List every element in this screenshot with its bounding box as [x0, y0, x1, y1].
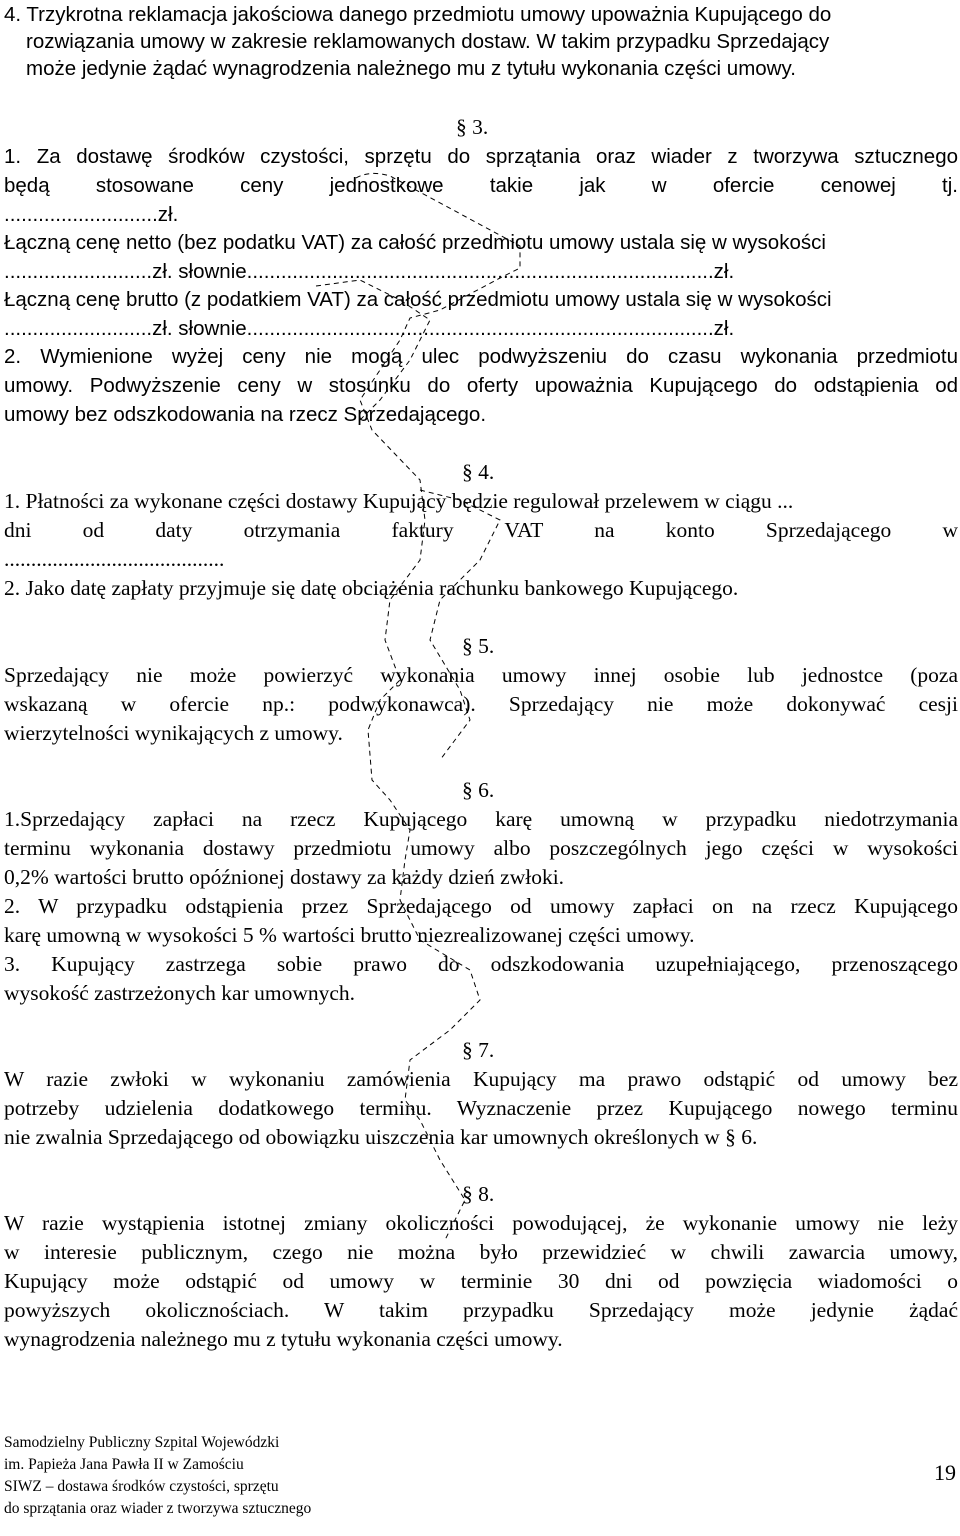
s7-line-3: nie zwalnia Sprzedającego od obowiązku uiszczenia kar umownych określonych w § 6.: [4, 1125, 758, 1149]
footer-line-1: Samodzielny Publiczny Szpital Wojewódzki: [4, 1434, 280, 1451]
s8-line-2: w interesie publicznym, czego nie można było przewidzieć w chwili zawarcia umowy,: [4, 1240, 958, 1264]
s3-line-8: 2. Wymienione wyżej ceny nie mogą ulec podwyższeniu do czasu wykonania przedmiotu: [4, 345, 958, 368]
s6-line-7: wysokość zastrzeżonych kar umownych.: [4, 981, 356, 1005]
s6-line-6: 3. Kupujący zastrzega sobie prawo do odszkodowania uzupełniającego, przenoszącego: [4, 952, 958, 976]
s5-line-2: wskazaną w ofercie np.: podwykonawca). Sprzedający nie może dokonywać cesji: [4, 692, 958, 716]
s3-line-10: umowy bez odszkodowania na rzecz Sprzedającego.: [4, 403, 487, 426]
s3-line-4: Łączną cenę netto (bez podatku VAT) za całość przedmiotu umowy ustala się w wysokości: [4, 231, 826, 254]
s6-line-3: 0,2% wartości brutto opóźnionej dostawy za każdy dzień zwłoki.: [4, 865, 565, 889]
s8-line-3: Kupujący może odstąpić od umowy w terminie 30 dni od powzięcia wiadomości o: [4, 1269, 958, 1293]
s3-line-7: ..........................zł. słownie..................................................................................zł.: [4, 317, 735, 340]
section-8-heading: § 8.: [462, 1182, 495, 1206]
para-4-line-3: może jedynie żądać wynagrodzenia należnego mu z tytułu wykonania części umowy.: [26, 57, 796, 80]
section-4-heading: § 4.: [462, 460, 495, 484]
para-4-line-1: 4. Trzykrotna reklamacja jakościowa danego przedmiotu umowy upoważnia Kupującego do: [4, 3, 832, 26]
section-3-heading: § 3.: [456, 115, 489, 139]
s3-line-6: Łączną cenę brutto (z podatkiem VAT) za całość przedmiotu umowy ustala się w wysokości: [4, 288, 832, 311]
footer-line-3: SIWZ – dostawa środków czystości, sprzętu: [4, 1478, 279, 1495]
s5-line-1: Sprzedający nie może powierzyć wykonania umowy innej osobie lub jednostce (poza: [4, 663, 958, 687]
s4-line-4: 2. Jako datę zapłaty przyjmuje się datę obciążenia rachunku bankowego Kupującego.: [4, 576, 739, 600]
s6-line-2: terminu wykonania dostawy przedmiotu umowy albo poszczególnych jego części w wysokości: [4, 836, 958, 860]
s6-line-5: karę umowną w wysokości 5 % wartości brutto niezrealizowanej części umowy.: [4, 923, 695, 947]
s7-line-2: potrzeby udzielenia dodatkowego terminu. Wyznaczenie przez Kupującego nowego terminu: [4, 1096, 958, 1120]
s6-line-4: 2. W przypadku odstąpienia przez Sprzedającego od umowy zapłaci on na rzecz Kupującego: [4, 894, 958, 918]
s4-line-1: 1. Płatności za wykonane części dostawy Kupujący będzie regulował przelewem w ciągu ...: [4, 489, 794, 513]
footer-line-4: do sprzątania oraz wiader z tworzywa sztucznego: [4, 1500, 312, 1517]
s4-line-2: dni od daty otrzymania faktury VAT na konto Sprzedającego w: [4, 518, 958, 542]
s3-line-9: umowy. Podwyższenie ceny w stosunku do oferty upoważnia Kupującego do odstąpienia od: [4, 374, 958, 397]
section-7-heading: § 7.: [462, 1038, 495, 1062]
s8-line-4: powyższych okolicznościach. W takim przypadku Sprzedający może jedynie żądać: [4, 1298, 958, 1322]
s8-line-1: W razie wystąpienia istotnej zmiany okoliczności powodującej, że wykonanie umowy nie leży: [4, 1211, 958, 1235]
s3-line-2: będą stosowane ceny jednostkowe takie jak w ofercie cenowej tj.: [4, 174, 958, 197]
page-number: 19: [934, 1460, 956, 1485]
section-5-heading: § 5.: [462, 634, 495, 658]
s5-line-3: wierzytelności wynikających z umowy.: [4, 721, 343, 745]
s3-line-3: ...........................zł.: [4, 203, 179, 226]
s3-line-1: 1. Za dostawę środków czystości, sprzętu do sprzątania oraz wiader z tworzywa sztucznego: [4, 145, 958, 168]
para-4-line-2: rozwiązania umowy w zakresie reklamowanych dostaw. W takim przypadku Sprzedający: [26, 30, 830, 53]
s4-line-3: .........................................: [4, 547, 225, 571]
s8-line-5: wynagrodzenia należnego mu z tytułu wykonania części umowy.: [4, 1327, 563, 1351]
s6-line-1: 1.Sprzedający zapłaci na rzecz Kupującego karę umowną w przypadku niedotrzymania: [4, 807, 958, 831]
s3-line-5: ..........................zł. słownie..................................................................................zł.: [4, 260, 735, 283]
s7-line-1: W razie zwłoki w wykonaniu zamówienia Kupujący ma prawo odstąpić od umowy bez: [4, 1067, 958, 1091]
footer-line-2: im. Papieża Jana Pawła II w Zamościu: [4, 1456, 244, 1473]
section-6-heading: § 6.: [462, 778, 495, 802]
